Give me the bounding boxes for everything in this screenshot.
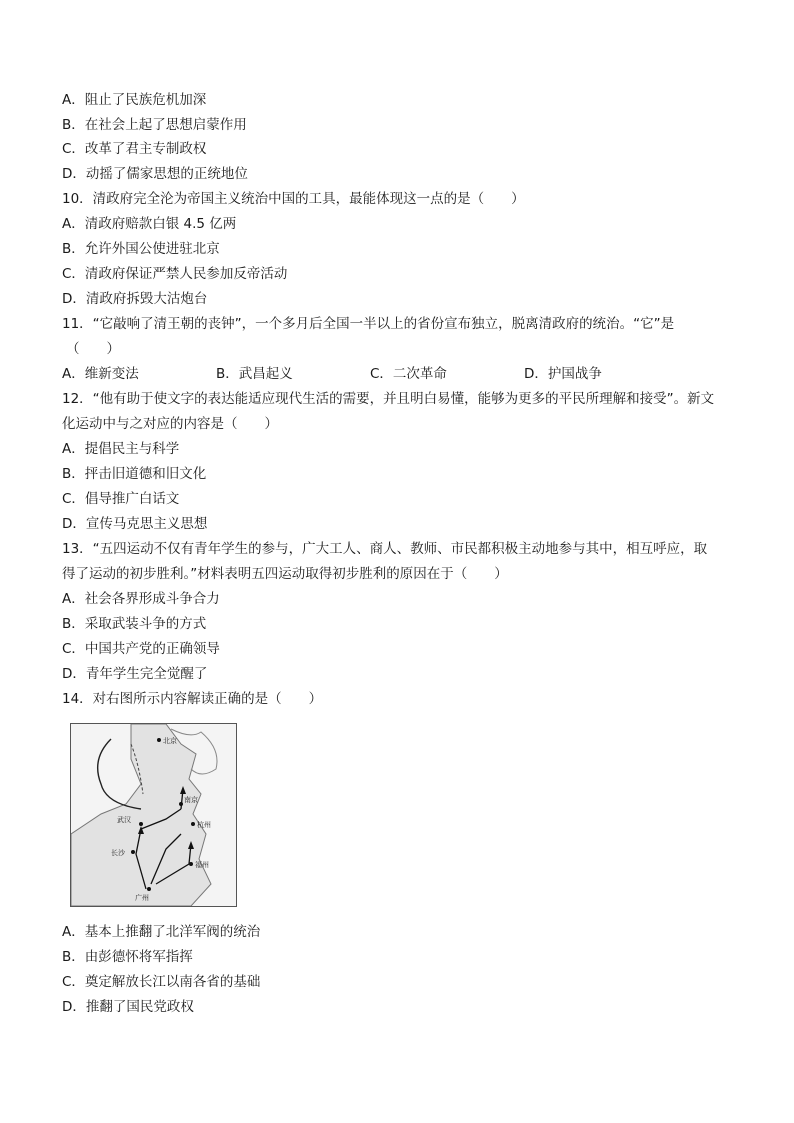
q14-option-c[interactable]: C．奠定解放长江以南各省的基础 (62, 974, 261, 990)
q9-option-c[interactable]: C．改革了君主专制政权 (62, 141, 207, 157)
q9-option-a[interactable]: A．阻止了民族危机加深 (62, 92, 207, 108)
map-figure (71, 724, 236, 906)
city-marker-fuzhou (189, 862, 193, 866)
city-marker-changsha (131, 850, 135, 854)
q10-option-a[interactable]: A．清政府赔款白银 4.5 亿两 (62, 216, 237, 232)
q11-stem-line1: 11．“它敲响了清王朝的丧钟”，一个多月后全国一半以上的省份宣布独立，脱离清政府的统治。“它”是 (62, 316, 675, 332)
q11-options-row (62, 365, 742, 383)
city-marker-hangzhou (191, 822, 195, 826)
q13-stem-line2: 得了运动的初步胜利。”材料表明五四运动取得初步胜利的原因在于（ ） (62, 566, 508, 582)
map-label-guangzhou: 广州 (135, 894, 149, 902)
q12-stem-line1: 12．“他有助于使文字的表达能适应现代生活的需要，并且明白易懂，能够为更多的平民所理解和接受”。新文 (62, 391, 715, 407)
northern-expedition-map (70, 723, 237, 907)
q14-stem: 14．对右图所示内容解读正确的是（ ） (62, 691, 323, 707)
q12-option-c[interactable]: C．倡导推广白话文 (62, 491, 180, 507)
q10-option-d[interactable]: D．清政府拆毁大沽炮台 (62, 291, 208, 307)
land-area (71, 724, 211, 906)
q14-option-d[interactable]: D．推翻了国民党政权 (62, 999, 194, 1015)
map-label-nanjing: 南京 (184, 796, 198, 804)
q12-option-b[interactable]: B．抨击旧道德和旧文化 (62, 466, 207, 482)
city-marker-guangzhou (147, 887, 151, 891)
city-marker-beijing (157, 738, 161, 742)
map-label-beijing: 北京 (163, 737, 177, 745)
q13-option-a[interactable]: A．社会各界形成斗争合力 (62, 591, 220, 607)
q12-option-a[interactable]: A．提倡民主与科学 (62, 441, 180, 457)
q11-stem-line2: （ ） (66, 341, 120, 357)
map-label-fuzhou: 福州 (195, 861, 209, 869)
city-marker-nanjing (179, 802, 183, 806)
q14-option-b[interactable]: B．由彭德怀将军指挥 (62, 949, 193, 965)
q11-option-d[interactable]: D．护国战争 (524, 366, 602, 382)
q13-stem-line1: 13．“五四运动不仅有青年学生的参与，广大工人、商人、教师、市民都积极主动地参与其中，相互呼应，取 (62, 541, 708, 557)
q13-option-c[interactable]: C．中国共产党的正确领导 (62, 641, 220, 657)
q10-option-c[interactable]: C．清政府保证严禁人民参加反帝活动 (62, 266, 288, 282)
q14-option-a[interactable]: A．基本上推翻了北洋军阀的统治 (62, 924, 261, 940)
q11-option-c[interactable]: C．二次革命 (370, 366, 447, 382)
city-marker-wuhan (139, 822, 143, 826)
q9-option-d[interactable]: D．动摇了儒家思想的正统地位 (62, 166, 248, 182)
q11-option-b[interactable]: B．武昌起义 (216, 366, 293, 382)
q13-option-b[interactable]: B．采取武装斗争的方式 (62, 616, 207, 632)
map-label-changsha: 长沙 (111, 849, 125, 857)
map-label-wuhan: 武汉 (117, 816, 131, 824)
q10-option-b[interactable]: B．允许外国公使进驻北京 (62, 241, 220, 257)
q9-option-b[interactable]: B．在社会上起了思想启蒙作用 (62, 117, 247, 133)
q12-stem-line2: 化运动中与之对应的内容是（ ） (62, 416, 278, 432)
map-label-hangzhou: 杭州 (197, 821, 211, 829)
q13-option-d[interactable]: D．青年学生完全觉醒了 (62, 666, 208, 682)
q12-option-d[interactable]: D．宣传马克思主义思想 (62, 516, 208, 532)
q10-stem: 10．清政府完全沦为帝国主义统治中国的工具，最能体现这一点的是（ ） (62, 191, 525, 207)
q11-option-a[interactable]: A．维新变法 (62, 366, 139, 382)
